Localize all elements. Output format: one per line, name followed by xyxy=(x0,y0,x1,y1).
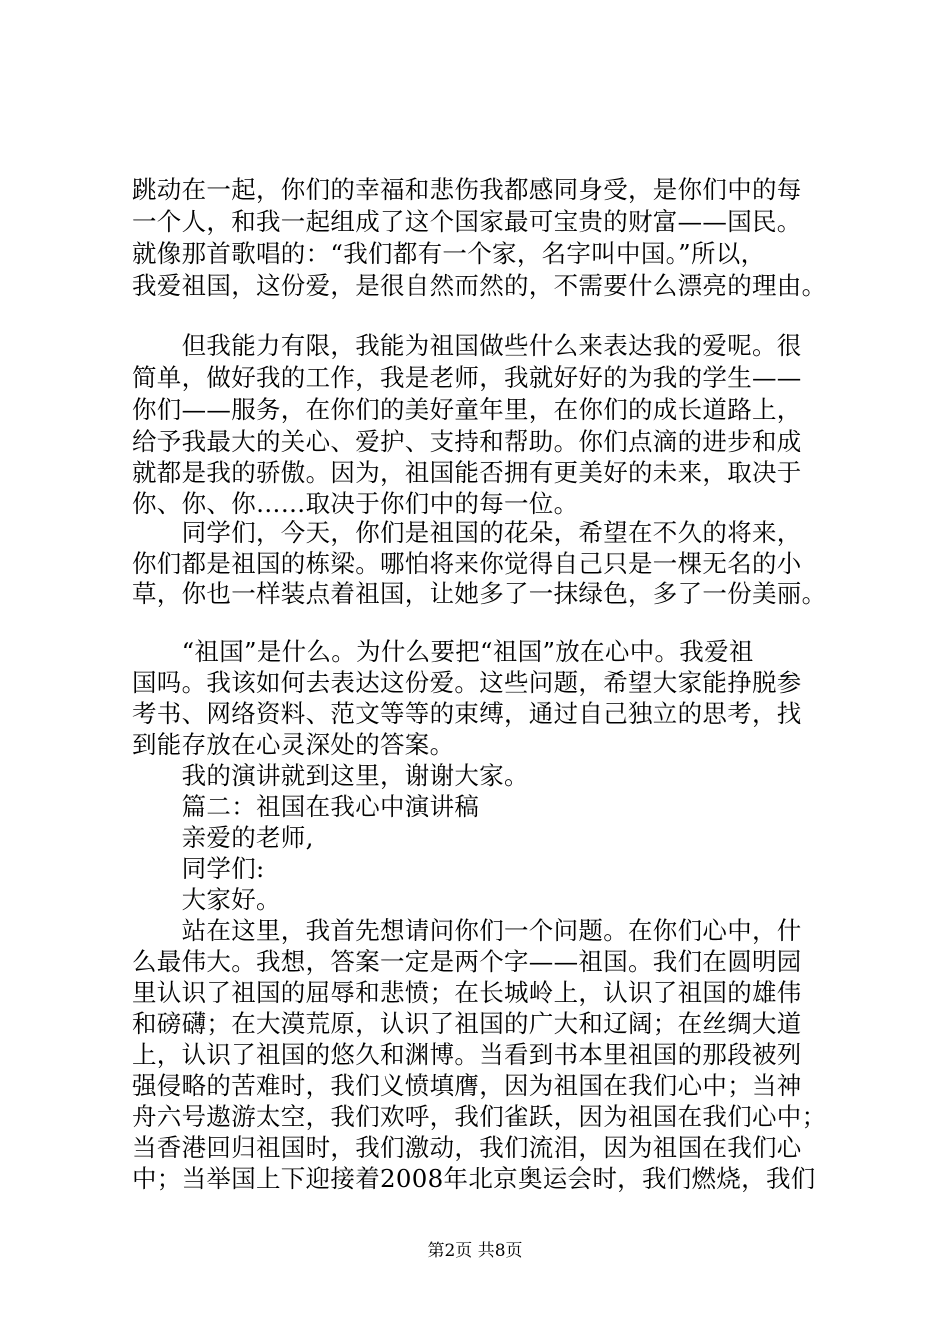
text-line: 舟六号遨游太空，我们欢呼，我们雀跃，因为祖国在我们心中； xyxy=(132,1102,827,1131)
text-line: 同学们: xyxy=(132,854,265,883)
text-line: 中；当举国上下迎接着2008年北京奥运会时，我们燃烧，我们 xyxy=(132,1164,816,1193)
text-line: 亲爱的老师, xyxy=(132,823,314,852)
text-line: 站在这里，我首先想请问你们一个问题。在你们心中，什 xyxy=(132,916,802,945)
text-line: 跳动在一起，你们的幸福和悲伤我都感同身受，是你们中的每 xyxy=(132,175,802,204)
text-line: 篇二：祖国在我心中演讲稿 xyxy=(132,792,480,821)
text-line: 你、你、你……取决于你们中的每一位。 xyxy=(132,489,579,518)
text-line: “祖国”是什么。为什么要把“祖国”放在心中。我爱祖 xyxy=(132,637,754,666)
text-line: 我爱祖国，这份爱，是很自然而然的，不需要什么漂亮的理由。 xyxy=(132,271,827,300)
text-line: 么最伟大。我想，答案一定是两个字——祖国。我们在圆明园 xyxy=(132,947,802,976)
text-line: 一个人，和我一起组成了这个国家最可宝贵的财富——国民。 xyxy=(132,207,802,236)
text-line: 当香港回归祖国时，我们激动，我们流泪，因为祖国在我们心 xyxy=(132,1133,802,1162)
text-line: 简单，做好我的工作，我是老师，我就好好的为我的学生—— xyxy=(132,363,802,392)
page-footer: 第2页 共8页 xyxy=(427,1241,523,1261)
text-line: 里认识了祖国的屈辱和悲愤；在长城岭上，认识了祖国的雄伟 xyxy=(132,978,802,1007)
text-line: 国吗。我该如何去表达这份爱。这些问题，希望大家能挣脱参 xyxy=(132,668,802,697)
text-line: 到能存放在心灵深处的答案。 xyxy=(132,730,455,759)
text-line: 草，你也一样装点着祖国，让她多了一抹绿色，多了一份美丽。 xyxy=(132,579,827,608)
text-line: 你们都是祖国的栋梁。哪怕将来你觉得自己只是一棵无名的小 xyxy=(132,549,802,578)
text-line: 但我能力有限，我能为祖国做些什么来表达我的爱呢。很 xyxy=(132,331,802,360)
text-line: 大家好。 xyxy=(132,885,281,914)
text-line: 你们——服务，在你们的美好童年里，在你们的成长道路上， xyxy=(132,395,802,424)
text-line: 同学们，今天，你们是祖国的花朵，希望在不久的将来， xyxy=(132,518,802,547)
text-line: 就都是我的骄傲。因为，祖国能否拥有更美好的未来，取决于 xyxy=(132,458,802,487)
text-line: 强侵略的苦难时，我们义愤填膺，因为祖国在我们心中；当神 xyxy=(132,1071,802,1100)
text-line: 我的演讲就到这里，谢谢大家。 xyxy=(132,761,529,790)
text-line: 给予我最大的关心、爱护、支持和帮助。你们点滴的进步和成 xyxy=(132,427,802,456)
text-line: 和磅礴；在大漠荒原，认识了祖国的广大和辽阔；在丝绸大道 xyxy=(132,1009,802,1038)
text-line: 就像那首歌唱的：“我们都有一个家，名字叫中国。”所以， xyxy=(132,239,766,268)
text-line: 考书、网络资料、范文等等的束缚，通过自己独立的思考，找 xyxy=(132,699,802,728)
text-line: 上，认识了祖国的悠久和渊博。当看到书本里祖国的那段被列 xyxy=(132,1040,802,1069)
